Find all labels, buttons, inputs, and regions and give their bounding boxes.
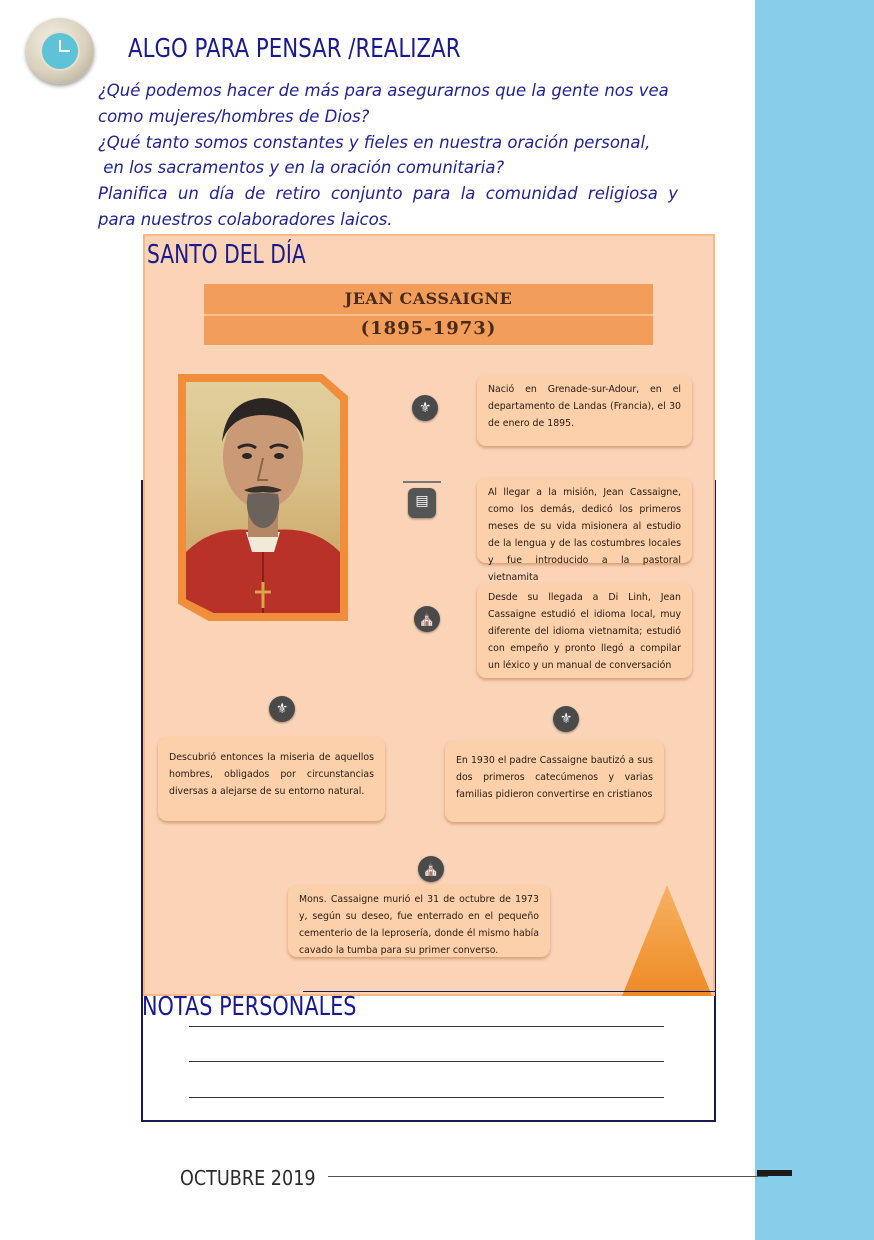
fact-bubble-death: Mons. Cassaigne murió el 31 de octubre de 1973 y, según su deseo, fue enterrado en el pequeño cementerio de la leprosería, donde él mismo había cavado la tumba para su primer converso. <box>288 885 550 957</box>
saint-portrait <box>186 382 340 613</box>
question-2-line-2: en los sacramentos y en la oración comunitaria? <box>98 158 505 178</box>
reflection-heading: ALGO PARA PENSAR /REALIZAR <box>128 34 461 64</box>
footer-month: OCTUBRE 2019 <box>180 1166 316 1190</box>
fact-bubble-birth: Nació en Grenade-sur-Adour, en el departamento de Landas (Francia), el 30 de enero de 1895. <box>477 375 692 446</box>
fact-bubble-baptism: En 1930 el padre Cassaigne bautizó a sus dos primeros catecúmenos y varias familias pidieron convertirse en cristianos <box>445 740 664 822</box>
saint-name: JEAN CASSAIGNE <box>344 289 513 308</box>
church-icon: ⛪ <box>418 856 444 882</box>
footer-rule <box>328 1176 768 1177</box>
note-line[interactable] <box>189 1097 664 1098</box>
saint-portrait-frame <box>178 374 348 621</box>
question-2-line-1: ¿Qué tanto somos constantes y fieles en nuestra oración personal, <box>98 132 651 152</box>
fleur-de-lis-icon: ⚜ <box>412 395 438 421</box>
alarm-clock-icon <box>26 18 94 84</box>
fleur-de-lis-icon: ⚜ <box>269 696 295 722</box>
blue-sidebar-strip <box>755 0 874 1240</box>
task-line-1: Planifica un día de retiro conjunto para la comunidad religiosa y <box>98 184 678 204</box>
notes-title: NOTAS PERSONALES <box>142 992 357 1022</box>
note-line[interactable] <box>189 1026 664 1027</box>
divider <box>403 481 441 483</box>
task-line-2: para nuestros colaboradores laicos. <box>98 209 393 229</box>
reflection-text <box>98 78 678 233</box>
footer-mark <box>757 1170 792 1176</box>
question-1-line-1: ¿Qué podemos hacer de más para asegurarnos que la gente nos vea <box>98 81 669 100</box>
saint-dates: (1895-1973) <box>360 318 497 339</box>
fact-bubble-language: Desde su llegada a Di Linh, Jean Cassaigne estudió el idioma local, muy diferente del idioma vietnamita; estudió con empeño y pronto llegó a compilar un léxico y un manual de conversación <box>477 583 692 678</box>
fact-bubble-mission: Al llegar a la misión, Jean Cassaigne, como los demás, dedicó los primeros meses de su vida misionera al estudio de la lengua y de las costumbres locales y fue introducido a la pastoral vietnamita <box>477 478 692 563</box>
saint-name-band <box>204 284 653 345</box>
fleur-de-lis-icon: ⚜ <box>553 706 579 732</box>
note-line[interactable] <box>189 1061 664 1062</box>
saint-section-title: SANTO DEL DÍA <box>147 240 306 270</box>
document-icon: ▤ <box>408 488 436 518</box>
notes-top-rule <box>303 991 715 992</box>
question-1-line-2: como mujeres/hombres de Dios? <box>98 106 370 126</box>
church-icon: ⛪ <box>414 606 440 632</box>
fact-bubble-misery: Descubrió entonces la miseria de aquellos hombres, obligados por circunstancias diversas a alejarse de su entorno natural. <box>158 737 385 821</box>
